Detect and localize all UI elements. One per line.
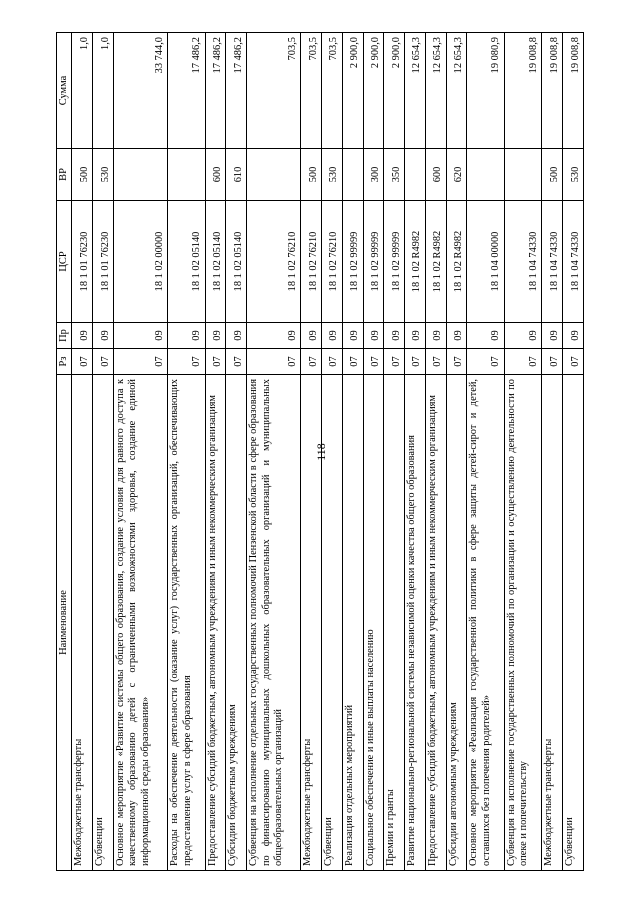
cell-csr: 18 1 04 74330 <box>504 201 541 323</box>
cell-name: Субвенции <box>322 375 343 871</box>
cell-csr: 18 1 02 99999 <box>342 201 363 323</box>
cell-rz: 07 <box>363 349 384 375</box>
cell-sum: 703,5 <box>322 33 343 149</box>
table-header-row <box>57 33 72 871</box>
cell-pr: 09 <box>563 323 584 349</box>
cell-rz: 07 <box>72 349 93 375</box>
header-rz: Рз <box>57 349 72 375</box>
cell-rz: 07 <box>563 349 584 375</box>
table-row <box>425 33 446 871</box>
rotated-page-content <box>56 33 584 871</box>
cell-csr: 18 1 01 76230 <box>72 201 93 323</box>
table-row <box>342 33 363 871</box>
cell-name: Межбюджетные трансферты <box>542 375 563 871</box>
cell-pr: 09 <box>384 323 405 349</box>
cell-sum: 1,0 <box>93 33 114 149</box>
cell-csr: 18 1 02 76210 <box>247 201 301 323</box>
cell-pr: 09 <box>205 323 226 349</box>
cell-csr: 18 1 02 99999 <box>384 201 405 323</box>
cell-csr: 18 1 04 00000 <box>467 201 504 323</box>
table-row <box>405 33 426 871</box>
cell-rz: 07 <box>425 349 446 375</box>
cell-sum: 19 080,9 <box>467 33 504 149</box>
cell-name: Субвенция на исполнение отдельных государственных полномочий Пензенской области в сфере образования по финансированию муниципальных дошкольных образовательных организаций и муниципальных общеобразовательных организаций <box>247 375 301 871</box>
cell-rz: 07 <box>542 349 563 375</box>
table-row <box>363 33 384 871</box>
table-row <box>226 33 247 871</box>
header-vr: ВР <box>57 149 72 201</box>
cell-csr: 18 1 01 76230 <box>93 201 114 323</box>
cell-name: Реализация отдельных мероприятий <box>342 375 363 871</box>
cell-pr: 09 <box>467 323 504 349</box>
cell-sum: 33 744,0 <box>113 33 167 149</box>
cell-pr: 09 <box>113 323 167 349</box>
cell-vr <box>504 149 541 201</box>
cell-name: Межбюджетные трансферты <box>301 375 322 871</box>
header-sum: Сумма <box>57 33 72 149</box>
cell-rz: 07 <box>504 349 541 375</box>
cell-pr: 09 <box>168 323 205 349</box>
cell-sum: 17 486,2 <box>168 33 205 149</box>
cell-sum: 12 654,3 <box>425 33 446 149</box>
cell-vr: 530 <box>322 149 343 201</box>
cell-vr: 300 <box>363 149 384 201</box>
cell-pr: 09 <box>301 323 322 349</box>
table-row <box>504 33 541 871</box>
cell-name: Развитие национально-региональной системы независимой оценки качества общего образования <box>405 375 426 871</box>
cell-pr: 09 <box>363 323 384 349</box>
cell-rz: 07 <box>205 349 226 375</box>
cell-sum: 17 486,2 <box>226 33 247 149</box>
cell-rz: 07 <box>301 349 322 375</box>
cell-csr: 18 1 04 74330 <box>542 201 563 323</box>
page-number: 118 <box>314 443 328 461</box>
cell-pr: 09 <box>504 323 541 349</box>
cell-vr: 500 <box>301 149 322 201</box>
cell-vr <box>168 149 205 201</box>
cell-pr: 09 <box>93 323 114 349</box>
cell-name: Премии и гранты <box>384 375 405 871</box>
cell-csr: 18 1 02 99999 <box>363 201 384 323</box>
cell-vr: 600 <box>205 149 226 201</box>
cell-sum: 2 900,0 <box>342 33 363 149</box>
table-row <box>93 33 114 871</box>
table-row <box>542 33 563 871</box>
cell-name: Субсидии автономным учреждениям <box>446 375 467 871</box>
cell-rz: 07 <box>226 349 247 375</box>
cell-vr: 530 <box>93 149 114 201</box>
cell-rz: 07 <box>322 349 343 375</box>
cell-sum: 2 900,0 <box>363 33 384 149</box>
cell-vr: 610 <box>226 149 247 201</box>
budget-table <box>56 32 584 871</box>
cell-sum: 19 008,8 <box>542 33 563 149</box>
cell-name: Расходы на обеспечение деятельности (оказание услуг) государственных организаций, обеспечивающих предоставление услуг в сфере образования <box>168 375 205 871</box>
cell-name: Субсидии бюджетным учреждениям <box>226 375 247 871</box>
cell-pr: 09 <box>425 323 446 349</box>
table-row <box>467 33 504 871</box>
table-row <box>168 33 205 871</box>
cell-vr: 500 <box>542 149 563 201</box>
cell-vr <box>342 149 363 201</box>
cell-name: Предоставление субсидий бюджетным, автономным учреждениям и иным некоммерческим организациям <box>425 375 446 871</box>
cell-name: Межбюджетные трансферты <box>72 375 93 871</box>
cell-sum: 12 654,3 <box>446 33 467 149</box>
cell-pr: 09 <box>446 323 467 349</box>
table-row <box>563 33 584 871</box>
table-row <box>384 33 405 871</box>
cell-name: Предоставление субсидий бюджетным, автономным учреждениям и иным некоммерческим организациям <box>205 375 226 871</box>
cell-csr: 18 1 02 05140 <box>226 201 247 323</box>
cell-pr: 09 <box>72 323 93 349</box>
cell-name: Основное мероприятие «Реализация государственной политики в сфере защиты детей-сирот и детей, оставшихся без попечения родителей» <box>467 375 504 871</box>
cell-csr: 18 1 04 74330 <box>563 201 584 323</box>
cell-vr: 530 <box>563 149 584 201</box>
cell-rz: 07 <box>405 349 426 375</box>
cell-vr <box>247 149 301 201</box>
table-row <box>72 33 93 871</box>
table-row <box>113 33 167 871</box>
table-row <box>247 33 301 871</box>
cell-sum: 12 654,3 <box>405 33 426 149</box>
cell-csr: 18 1 02 05140 <box>205 201 226 323</box>
cell-rz: 07 <box>113 349 167 375</box>
cell-pr: 09 <box>247 323 301 349</box>
cell-vr: 500 <box>72 149 93 201</box>
header-name: Наименование <box>57 375 72 871</box>
cell-rz: 07 <box>342 349 363 375</box>
cell-csr: 18 1 02 R4982 <box>405 201 426 323</box>
cell-sum: 703,5 <box>247 33 301 149</box>
cell-name: Субвенция на исполнение государственных полномочий по организации и осуществлению деятельности по опеке и попечительству <box>504 375 541 871</box>
header-pr: Пр <box>57 323 72 349</box>
cell-csr: 18 1 02 76210 <box>322 201 343 323</box>
cell-csr: 18 1 02 05140 <box>168 201 205 323</box>
header-csr: ЦСР <box>57 201 72 323</box>
table-row <box>446 33 467 871</box>
cell-csr: 18 1 02 00000 <box>113 201 167 323</box>
cell-vr <box>113 149 167 201</box>
cell-rz: 07 <box>446 349 467 375</box>
cell-vr: 620 <box>446 149 467 201</box>
table-row <box>301 33 322 871</box>
cell-sum: 19 008,8 <box>504 33 541 149</box>
table-row <box>205 33 226 871</box>
cell-csr: 18 1 02 76210 <box>301 201 322 323</box>
cell-sum: 19 008,8 <box>563 33 584 149</box>
cell-pr: 09 <box>226 323 247 349</box>
cell-pr: 09 <box>542 323 563 349</box>
table-row <box>322 33 343 871</box>
cell-name: Субвенции <box>93 375 114 871</box>
cell-pr: 09 <box>342 323 363 349</box>
cell-pr: 09 <box>405 323 426 349</box>
cell-sum: 703,5 <box>301 33 322 149</box>
cell-vr <box>405 149 426 201</box>
cell-name: Социальное обеспечение и иные выплаты населению <box>363 375 384 871</box>
cell-name: Основное мероприятие «Развитие системы общего образования, создание условия для равного доступа к качественному образованию детей с ограниченными возможностями здоровья, создание единой информационной среды образования» <box>113 375 167 871</box>
cell-csr: 18 1 02 R4982 <box>425 201 446 323</box>
cell-rz: 07 <box>168 349 205 375</box>
cell-rz: 07 <box>247 349 301 375</box>
cell-rz: 07 <box>93 349 114 375</box>
cell-sum: 17 486,2 <box>205 33 226 149</box>
cell-pr: 09 <box>322 323 343 349</box>
cell-vr <box>467 149 504 201</box>
cell-sum: 1,0 <box>72 33 93 149</box>
cell-vr: 600 <box>425 149 446 201</box>
cell-csr: 18 1 02 R4982 <box>446 201 467 323</box>
cell-rz: 07 <box>467 349 504 375</box>
cell-sum: 2 900,0 <box>384 33 405 149</box>
cell-name: Субвенции <box>563 375 584 871</box>
cell-vr: 350 <box>384 149 405 201</box>
cell-rz: 07 <box>384 349 405 375</box>
